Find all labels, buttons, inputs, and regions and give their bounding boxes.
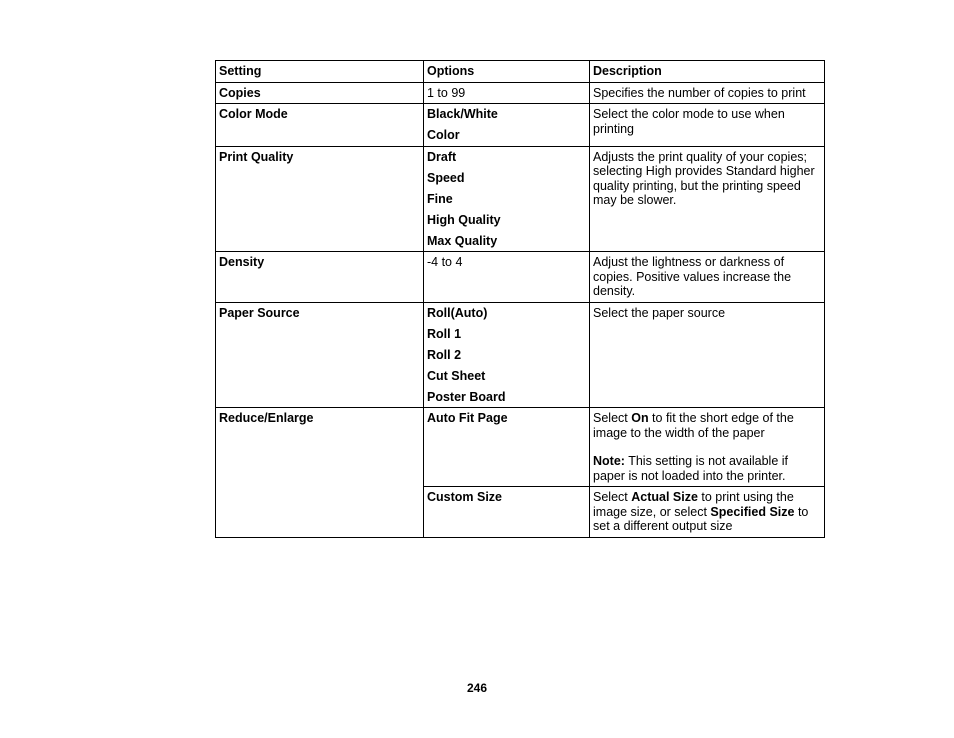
note-text: This setting is not available if paper is not loaded into the printer. [593, 454, 789, 483]
setting-density: Density [216, 252, 424, 303]
description-copies: Specifies the number of copies to print [590, 82, 825, 104]
option-draft: Draft [427, 149, 457, 164]
setting-color-mode: Color Mode [216, 104, 424, 147]
setting-reduce-enlarge: Reduce/Enlarge [216, 408, 424, 538]
option-speed: Speed [427, 170, 465, 185]
table-row-paper-source [216, 302, 825, 408]
description-paper-source: Select the paper source [590, 302, 825, 408]
description-color-mode: Select the color mode to use when printing [590, 104, 825, 147]
description-print-quality: Adjusts the print quality of your copies; selecting High provides Standard higher quality printing, but the printing speed may be slower. [590, 146, 825, 252]
header-setting: Setting [216, 61, 424, 83]
page-number: 246 [466, 681, 488, 695]
table-row-density [216, 252, 825, 303]
option-color: Color [427, 128, 460, 142]
setting-paper-source: Paper Source [216, 302, 424, 408]
option-roll-auto: Roll(Auto) [427, 305, 488, 320]
note-label: Note: [593, 454, 625, 468]
option-auto-fit-page: Auto Fit Page [424, 408, 590, 487]
settings-table [215, 60, 825, 538]
option-roll-1: Roll 1 [427, 326, 462, 341]
table-row-reduce-enlarge-auto-fit [216, 408, 825, 487]
option-poster-board: Poster Board [427, 389, 506, 404]
custom-desc-bold-specified: Specified Size [710, 504, 795, 519]
custom-desc-bold-actual: Actual Size [631, 490, 698, 504]
auto-fit-desc-bold: On [631, 411, 649, 425]
description-density: Adjust the lightness or darkness of copies. Positive values increase the density. [590, 252, 825, 303]
auto-fit-desc-pre: Select [593, 411, 632, 425]
auto-fit-desc-post: to fit the short edge of the image to the width of the paper [593, 411, 794, 440]
option-density: -4 to 4 [424, 252, 590, 303]
header-options: Options [424, 61, 590, 83]
table-row-print-quality [216, 146, 825, 252]
custom-desc-pre: Select [593, 490, 632, 504]
header-description: Description [590, 61, 825, 83]
options-paper-source [424, 302, 590, 408]
table-header-row [216, 61, 825, 83]
options-print-quality [424, 146, 590, 252]
option-cut-sheet: Cut Sheet [427, 368, 486, 383]
setting-copies: Copies [216, 82, 424, 104]
table-row-copies [216, 82, 825, 104]
description-custom-size [590, 487, 825, 538]
option-custom-size: Custom Size [424, 487, 590, 538]
option-max-quality: Max Quality [427, 233, 498, 248]
table-row-color-mode [216, 104, 825, 147]
option-fine: Fine [427, 191, 453, 206]
option-roll-2: Roll 2 [427, 347, 462, 362]
custom-desc-mid: to print using the image size, or select [593, 490, 794, 519]
option-high-quality: High Quality [427, 212, 501, 227]
description-auto-fit-page [590, 408, 825, 487]
options-color-mode [424, 104, 590, 147]
custom-desc-post: to set a different output size [593, 504, 809, 533]
setting-print-quality: Print Quality [216, 146, 424, 252]
option-black-white: Black/White [427, 107, 498, 121]
option-copies: 1 to 99 [424, 82, 590, 104]
